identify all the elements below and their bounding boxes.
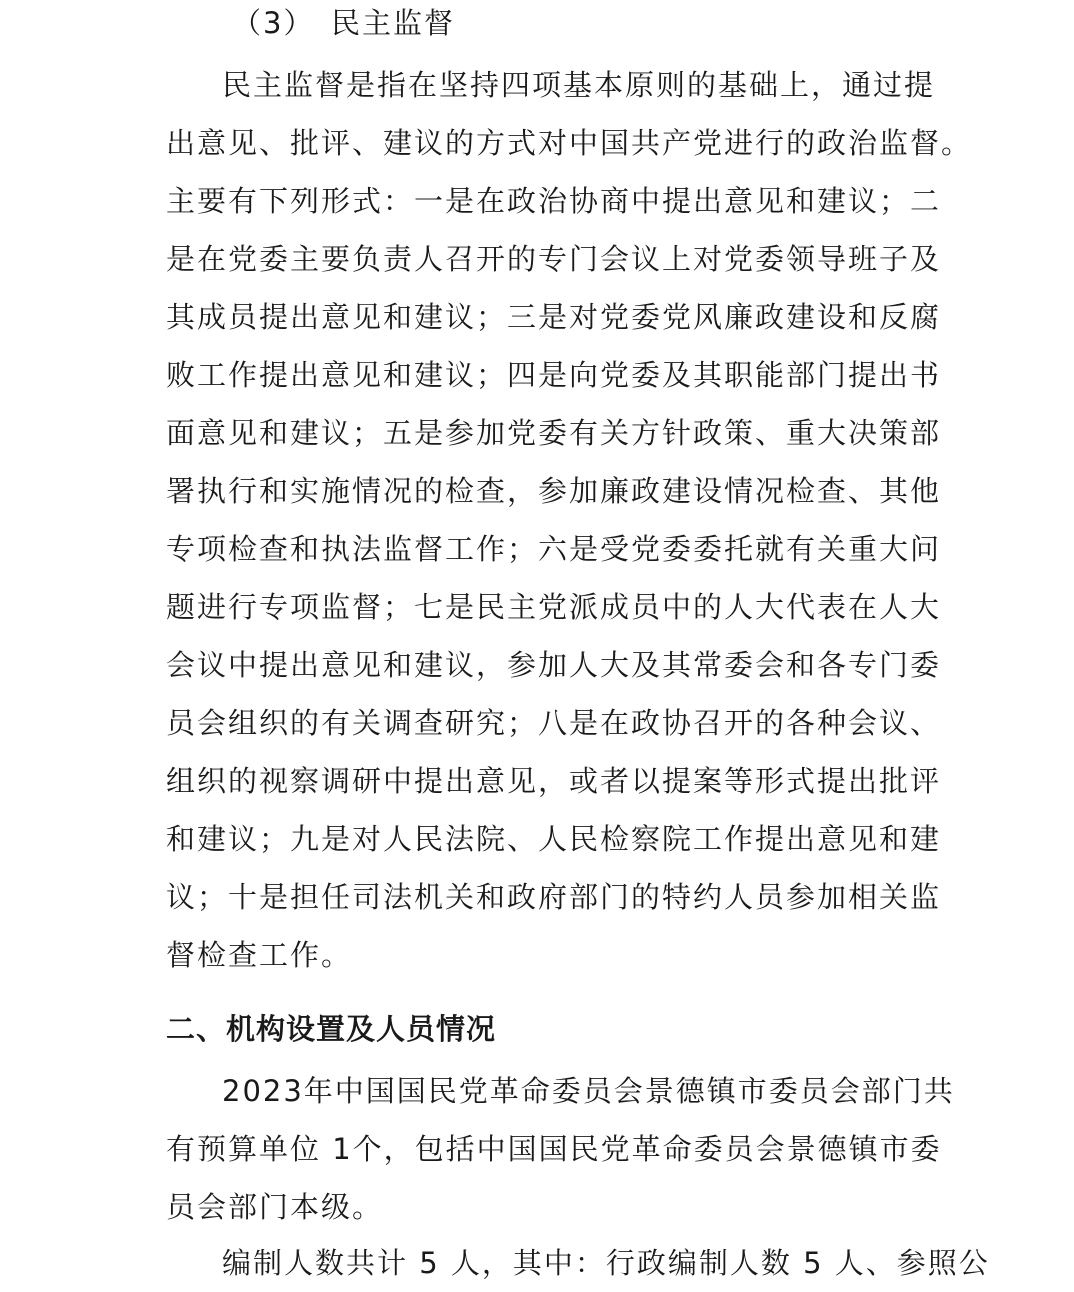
- section-2-heading: 二、机构设置及人员情况: [166, 1012, 497, 1046]
- paragraph-line: 2023年中国国民党革命委员会景德镇市委员会部门共: [222, 1074, 955, 1108]
- paragraph-line: 员会部门本级。: [166, 1190, 384, 1224]
- paragraph-line: 面意见和建议；五是参加党委有关方针政策、重大决策部: [166, 416, 942, 450]
- paragraph-line: 其成员提出意见和建议；三是对党委党风廉政建设和反腐: [166, 300, 942, 334]
- paragraph-line: 议；十是担任司法机关和政府部门的特约人员参加相关监: [166, 880, 942, 914]
- paragraph-line: 署执行和实施情况的检查，参加廉政建设情况检查、其他: [166, 474, 942, 508]
- paragraph-line: 组织的视察调研中提出意见，或者以提案等形式提出批评: [166, 764, 942, 798]
- paragraph-line: 编制人数共计 5 人，其中：行政编制人数 5 人、参照公: [222, 1246, 990, 1280]
- paragraph-line: 题进行专项监督；七是民主党派成员中的人大代表在人大: [166, 590, 942, 624]
- section-3-heading: （3） 民主监督: [232, 6, 455, 40]
- paragraph-line: 主要有下列形式：一是在政治协商中提出意见和建议；二: [166, 184, 942, 218]
- paragraph-line: 督检查工作。: [166, 938, 353, 972]
- paragraph-line: 专项检查和执法监督工作；六是受党委委托就有关重大问: [166, 532, 942, 566]
- paragraph-line: 员会组织的有关调查研究；八是在政协召开的各种会议、: [166, 706, 942, 740]
- paragraph-line: 败工作提出意见和建议；四是向党委及其职能部门提出书: [166, 358, 942, 392]
- paragraph-line: 和建议；九是对人民法院、人民检察院工作提出意见和建: [166, 822, 942, 856]
- paragraph-line: 有预算单位 1个，包括中国国民党革命委员会景德镇市委: [166, 1132, 942, 1166]
- paragraph-line: 是在党委主要负责人召开的专门会议上对党委领导班子及: [166, 242, 942, 276]
- paragraph-line: 民主监督是指在坚持四项基本原则的基础上，通过提: [222, 68, 936, 102]
- paragraph-line: 会议中提出意见和建议，参加人大及其常委会和各专门委: [166, 648, 942, 682]
- paragraph-line: 出意见、批评、建议的方式对中国共产党进行的政治监督。: [166, 126, 973, 160]
